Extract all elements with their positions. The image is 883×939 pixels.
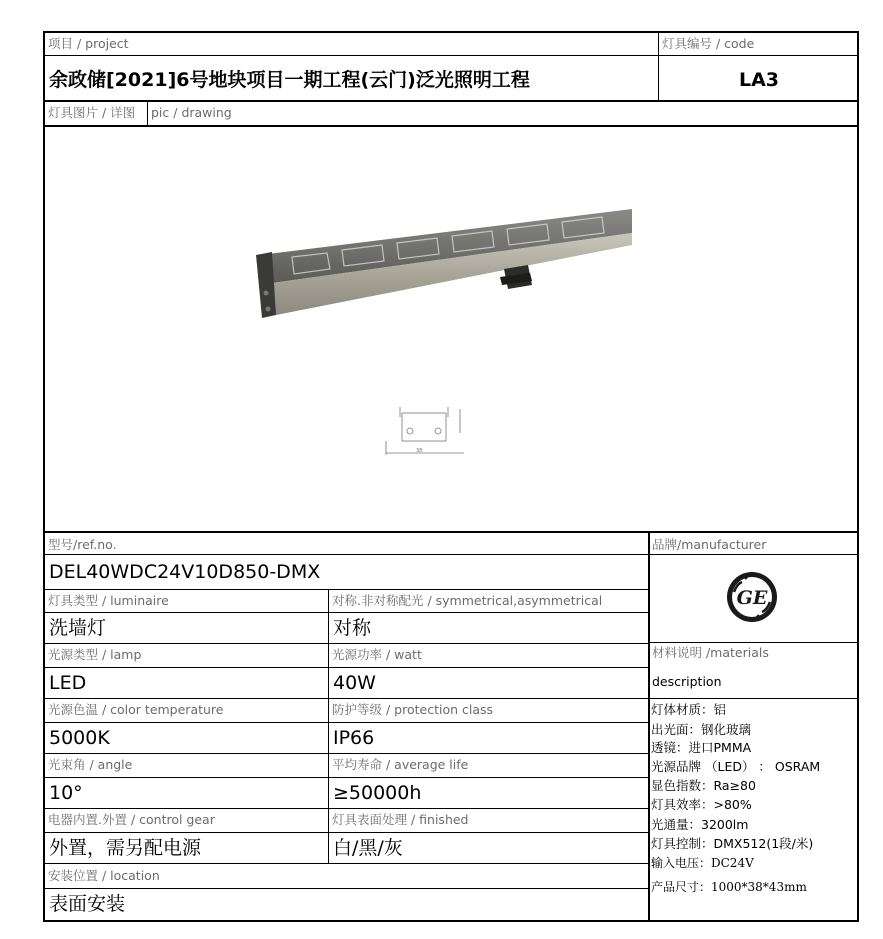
- material-line: 透镜：进口PMMA: [651, 740, 752, 755]
- lamp-value: LED: [49, 672, 87, 694]
- location-value: 表面安装: [49, 893, 126, 915]
- project-title: 余政储[2021]6号地块项目一期工程(云门)泛光照明工程: [49, 69, 530, 91]
- code-value: LA3: [738, 69, 780, 91]
- code-label: 灯具编号 / code: [662, 36, 755, 51]
- color-temp-value: 5000K: [49, 727, 110, 749]
- material-line: 输入电压：DC24V: [651, 856, 754, 870]
- color-temp-label: 光源色温 / color temperature: [48, 702, 224, 717]
- material-line: 光源品牌 （LED） ： OSRAM: [651, 759, 821, 774]
- symmetry-label: 对称.非对称配光 / symmetrical,asymmetrical: [332, 593, 603, 608]
- material-line: 光通量：3200lm: [651, 817, 749, 832]
- location-label: 安装位置 / location: [48, 868, 160, 883]
- cross-section-drawing: [380, 403, 470, 463]
- watt-label: 光源功率 / watt: [332, 647, 422, 662]
- material-line: 显色指数：Ra≥80: [651, 778, 756, 793]
- watt-value: 40W: [333, 672, 376, 694]
- protection-label: 防护等级 / protection class: [332, 702, 494, 717]
- product-photo: [232, 137, 632, 407]
- life-label: 平均寿命 / average life: [332, 757, 469, 772]
- description-label: description: [652, 674, 722, 689]
- luminaire-value: 洗墙灯: [49, 617, 107, 639]
- control-gear-value: 外置，需另配电源: [49, 837, 202, 859]
- finish-value: 白/黑/灰: [333, 837, 403, 859]
- control-gear-label: 电器内置.外置 / control gear: [48, 812, 215, 827]
- angle-label: 光束角 / angle: [48, 757, 133, 772]
- material-line: 灯体材质：铝: [651, 702, 727, 717]
- material-line: 灯具控制：DMX512(1段/米): [651, 836, 814, 851]
- ge-logo-text: GE: [736, 587, 768, 609]
- material-line: 产品尺寸：1000*38*43mm: [651, 880, 807, 894]
- ge-logo: [725, 570, 779, 624]
- material-line: 出光面：钢化玻璃: [651, 722, 752, 737]
- luminaire-label: 灯具类型 / luminaire: [48, 593, 169, 608]
- symmetry-value: 对称: [333, 617, 372, 639]
- picture-label-en: pic / drawing: [151, 105, 232, 120]
- drawing-dimension: 38: [416, 448, 423, 454]
- material-line: 灯具效率：>80%: [651, 797, 752, 812]
- ref-value: DEL40WDC24V10D850-DMX: [49, 561, 321, 583]
- ref-label: 型号/ref.no.: [48, 537, 117, 552]
- lamp-label: 光源类型 / lamp: [48, 647, 142, 662]
- finish-label: 灯具表面处理 / finished: [332, 812, 469, 827]
- life-value: ≥50000h: [333, 782, 422, 804]
- materials-label: 材料说明 /materials: [652, 645, 769, 660]
- manufacturer-label: 品牌/manufacturer: [652, 537, 767, 552]
- angle-value: 10°: [49, 782, 83, 804]
- project-label: 项目 / project: [48, 36, 129, 51]
- protection-value: IP66: [333, 727, 375, 749]
- picture-label-cn: 灯具图片 / 详图: [48, 105, 136, 120]
